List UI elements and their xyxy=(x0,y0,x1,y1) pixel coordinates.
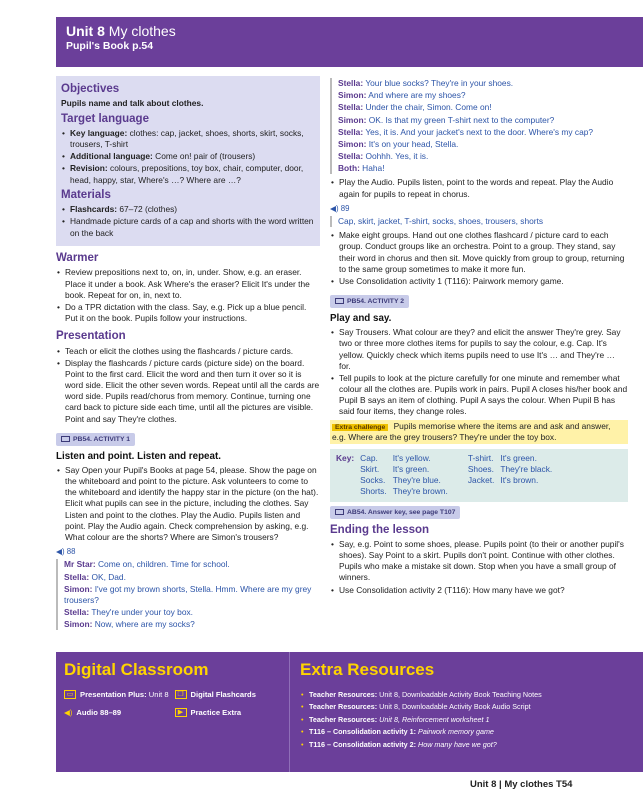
script-line: Stella: They're under your toy box. xyxy=(64,607,194,618)
list-item: • Review prepositions next to, on, in, under. Show, e.g. an eraser. Place it under a book. Ask Where's the eraser? Elicit It's under the book. Repeat for on, in, next to. xyxy=(56,267,320,301)
speaker-icon: ◀) xyxy=(64,707,73,717)
target-language-list xyxy=(61,128,315,186)
script-line: Simon: And where are my shoes? xyxy=(338,90,466,101)
ab-answer-key-badge: AB54. Answer key, see page T107 xyxy=(330,506,460,519)
list-item: • Flashcards: 67–72 (clothes) xyxy=(61,204,315,215)
script-line: Mr Star: Come on, children. Time for school. xyxy=(64,559,230,570)
warmer-section xyxy=(56,251,320,324)
extra-challenge: Extra challenge Pupils memorise where the items are and ask and answer, e.g. Where are the grey trousers? They're under the toy box. xyxy=(330,420,628,444)
practice-extra-link[interactable]: ▶ Practice Extra xyxy=(175,708,282,718)
list-item: • Key language: clothes: cap, jacket, shoes, shorts, skirt, socks, trousers, T-shirt xyxy=(61,128,315,150)
script-line: Simon: I've got my brown shorts, Stella. Hmm. Where are my grey trousers? xyxy=(64,583,312,605)
list-item: • Additional language: Come on! pair of (trousers) xyxy=(61,151,315,162)
audio-track-89: ◀) 89 xyxy=(330,203,350,213)
page-footer: Unit 8 | My clothes T54 xyxy=(470,779,573,790)
list-item: • Make eight groups. Hand out one clothes flashcard / picture card to each group. Conduct groups like an orchestra. Point to a group. They stand, say their word in chorus and then sit. Move quickly from group to group, returning to the same group sometimes to make it more fun. xyxy=(330,230,628,275)
track-89-text: Cap, skirt, jacket, T-shirt, socks, shoes, trousers, shorts xyxy=(330,216,628,227)
resource-item[interactable]: • Teacher Resources: Unit 8, Downloadable Activity Book Teaching Notes xyxy=(300,690,633,700)
script-line: Stella: Yes, it is. And your jacket's next to the door. Where's my cap? xyxy=(338,126,594,137)
list-item: • Teach or elicit the clothes using the flashcards / picture cards. xyxy=(56,346,320,357)
monitor-icon: ▭ xyxy=(64,690,76,699)
extra-challenge-tag: Extra challenge xyxy=(332,424,388,431)
script-line: Simon: It's on your head, Stella. xyxy=(338,138,459,149)
activity-1-heading: Listen and point. Listen and repeat. xyxy=(56,450,221,462)
list-item: • Tell pupils to look at the picture carefully for one minute and remember what colour all the clothes are. Pupils work in pairs. Pupil A closes his/her book and Pupil B says an item of clothing. Pupil A says the colour. When Pupil B has said four items, they change roles. xyxy=(330,373,628,418)
key-label: Key: xyxy=(336,452,355,463)
list-item: • Say Trousers. What colour are they? and elicit the answer They're grey. Say two or three more clothes items for pupils to say the colour, e.g. Cap. It's yellow. Quickly check which items pupils need to use It's … and They're … for. xyxy=(330,327,628,372)
list-item: • Use Consolidation activity 2 (T116): How many have we got? xyxy=(330,585,628,596)
materials-list xyxy=(61,204,315,239)
activity-2-heading: Play and say. xyxy=(330,313,392,325)
resource-item[interactable]: • T116 – Consolidation activity 1: Pairwork memory game xyxy=(300,727,633,737)
audio-track-88: ◀) 88 xyxy=(56,547,76,557)
resource-item[interactable]: • T116 – Consolidation activity 2: How many have we got? xyxy=(300,740,633,750)
audio-link[interactable]: ◀) Audio 88–89 xyxy=(64,707,122,717)
presentation-plus-link[interactable]: ▭ Presentation Plus: Unit 8 xyxy=(64,690,171,700)
script-line: Simon: OK. Is that my green T-shirt next to the computer? xyxy=(338,114,555,125)
audio-script-continued xyxy=(330,78,628,174)
extra-resources xyxy=(290,652,643,772)
list-item: • Say, e.g. Point to some shoes, please. Pupils point (to their or another pupil's shoes). Say Point to a skirt. Pupils don't point. Continue with other clothes. Pupils who make a mistake sit down. Stop when you have a small group of winners. xyxy=(330,539,628,584)
list-item: • Say Open your Pupil's Books at page 54, please. Show the page on the whiteboard and point to the picture. Ask volunteers to come to the whiteboard and identify the happy star in the picture (on the hat). Elicit what pupils can see in the picture, including the clothes. Say Listen and point to the clothes. Play the Audio. Pupils listen and point. Play the Audio again. Check comprehension by asking, e.g. What colour are the shorts? Where are Simon's trousers? xyxy=(56,465,320,543)
audio-script xyxy=(56,559,320,630)
script-line: Stella: Your blue socks? They're in your shoes. xyxy=(338,78,514,88)
digital-classroom xyxy=(56,652,290,772)
resources-footer xyxy=(56,652,643,772)
book-icon xyxy=(61,436,70,442)
ending-heading: Ending the lesson xyxy=(330,523,430,536)
list-item: • Do a TPR dictation with the class. Say, e.g. Pick up a blue pencil. Put it on the book. Pupils follow your instructions. xyxy=(56,302,320,324)
activity-1-badge: PB54. ACTIVITY 1 xyxy=(56,433,135,446)
speaker-icon: ◀) xyxy=(330,203,339,213)
unit-subtitle: Pupil's Book p.54 xyxy=(66,39,154,52)
speaker-icon: ◀) xyxy=(56,547,65,557)
objectives-box xyxy=(56,76,320,246)
book-icon xyxy=(335,509,344,515)
right-column xyxy=(330,78,628,598)
warmer-heading: Warmer xyxy=(56,252,99,264)
materials-heading: Materials xyxy=(61,188,111,201)
objectives-heading: Objectives xyxy=(61,83,120,95)
list-item: • Handmade picture cards of a cap and shorts with the word written on the back xyxy=(61,216,315,238)
unit-number: Unit 8 xyxy=(66,23,105,39)
ending-section xyxy=(330,523,628,596)
script-line: Both: Haha! xyxy=(338,163,385,174)
left-column xyxy=(56,76,320,633)
presentation-heading: Presentation xyxy=(56,330,126,343)
script-line: Simon: Now, where are my socks? xyxy=(64,619,195,630)
answer-key-box: Key: Cap. Skirt. Socks. Shorts. It's yellow. It's green. They're blue. They're brown. T-shirt. Shoes. Jacket. It's green. They're black. It's brown. xyxy=(330,449,628,502)
script-line: Stella: Oohhh. Yes, it is. xyxy=(338,151,429,162)
play-icon: ▶ xyxy=(175,708,187,717)
book-icon xyxy=(335,298,344,304)
resource-item[interactable]: • Teacher Resources: Unit 8, Downloadable Activity Book Audio Script xyxy=(300,702,633,712)
resource-item[interactable]: • Teacher Resources: Unit 8, Reinforcement worksheet 1 xyxy=(300,715,633,725)
extra-resources-title: Extra Resources xyxy=(300,660,435,679)
unit-header xyxy=(56,17,643,67)
target-language-heading: Target language xyxy=(61,112,149,125)
digital-flashcards-link[interactable]: ❐ Digital Flashcards xyxy=(175,690,282,700)
list-item: • Use Consolidation activity 1 (T116): Pairwork memory game. xyxy=(330,276,628,287)
list-item: • Revision: colours, prepositions, toy box, chair, computer, door, head, happy, star, Where's …? Where are …? xyxy=(61,163,315,185)
objectives-text: Pupils name and talk about clothes. xyxy=(61,98,204,109)
script-line: Stella: Under the chair, Simon. Come on! xyxy=(338,102,492,113)
activity-2-badge: PB54. ACTIVITY 2 xyxy=(330,295,409,308)
list-item: • Display the flashcards / picture cards (picture side) on the board. Point to the first card. Elicit the word and then turn it over so it is word side. Elicit the other seven words. Repeat until all the cards are word side. Pupils read/chorus from memory. Continue, turning one card back to picture side each time, until all the pictures are visible. Point and say They're clothes. xyxy=(56,358,320,425)
digital-classroom-title: Digital Classroom xyxy=(64,660,209,679)
presentation-section xyxy=(56,329,320,425)
unit-title: My clothes xyxy=(108,23,176,39)
list-item: • Play the Audio. Pupils listen, point to the words and repeat. Play the Audio again for pupils to repeat in chorus. xyxy=(330,177,628,199)
flashcards-icon: ❐ xyxy=(175,690,187,699)
script-line: Stella: OK, Dad. xyxy=(64,571,126,582)
